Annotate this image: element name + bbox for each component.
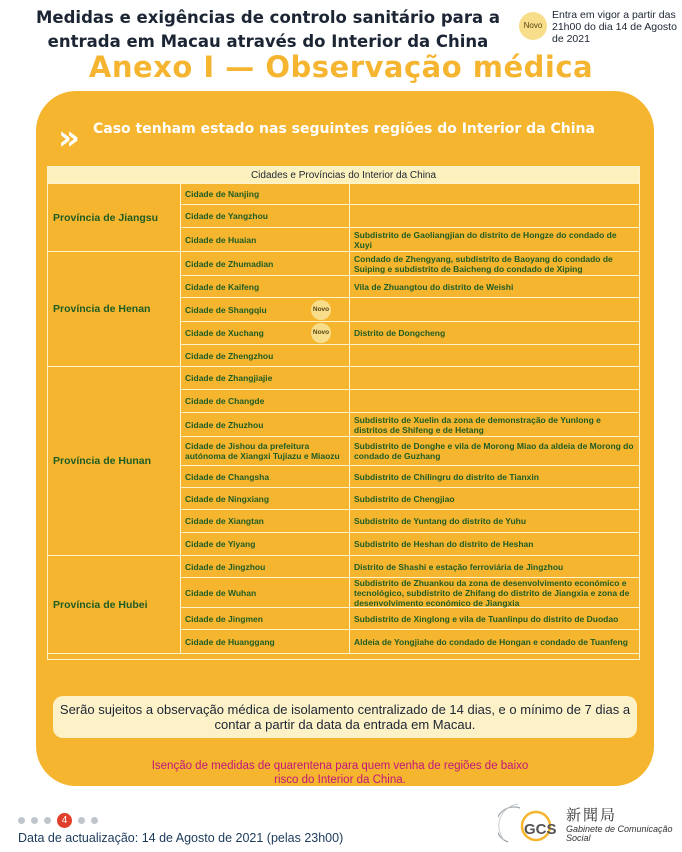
table-row (181, 184, 639, 205)
city-name: Cidade de Shangqiu (185, 304, 267, 315)
area-cell: Vila de Zhuangtou do distrito de Weishi (354, 281, 514, 292)
table-row (181, 228, 639, 252)
table-row (181, 276, 639, 298)
city-cell (181, 276, 350, 297)
page-dot[interactable] (44, 817, 51, 824)
logo-text: GCS (524, 821, 557, 838)
city-cell (181, 184, 350, 204)
area-cell: Distrito de Shashi e estação ferroviária de Jingzhou (354, 561, 564, 572)
effective-date-note: Entra em vigor a partir das 21h00 do dia 14 de Agosto de 2021 (552, 9, 677, 45)
city-cell (181, 367, 350, 389)
city-name: Cidade de Yiyang (185, 539, 256, 549)
page-dot[interactable] (18, 817, 25, 824)
city-name: Cidade de Changde (185, 396, 265, 406)
city-name: Cidade de Changsha (185, 471, 270, 482)
city-name: Cidade de Jishou da prefeitura autónoma de Xiangxi Tujiazu e Miaozu (185, 441, 340, 461)
quarantine-notice: Serão sujeitos a observação médica de isolamento centralizado de 14 dias, e o mínimo de 7 dias a contar a partir da data da entrada em Macau. (53, 696, 637, 738)
table-row (181, 437, 639, 466)
city-name: Cidade de Xuchang (185, 328, 264, 338)
city-name: Cidade de Xiangtan (185, 516, 264, 526)
city-name: Cidade de Nanjing (185, 189, 260, 199)
area-cell: Aldeia de Yongjiahe do condado de Hongan e condado de Tuanfeng (354, 636, 628, 647)
city-cell (181, 205, 350, 227)
exemption-note: Isenção de medidas de quarentena para quem venha de regiões de baixo risco do Interior da China. (151, 760, 529, 786)
city-name: Cidade de Wuhan (185, 587, 257, 598)
city-name: Cidade de Zhuzhou (185, 419, 264, 430)
city-name: Cidade de Zhumadian (185, 258, 274, 269)
area-cell (350, 205, 639, 227)
page-dot[interactable] (31, 817, 38, 824)
city-name: Cidade de Jingmen (185, 613, 263, 624)
city-cell (181, 437, 350, 465)
city-cell (181, 345, 350, 366)
table-row (181, 510, 639, 533)
city-cell (181, 556, 350, 577)
page-dot[interactable] (91, 817, 98, 824)
area-cell: Subdistrito de Zhuankou da zona de desenvolvimento económico e tecnológico, subdistrito de Zhifang do distrito de Jiangxia e zona de desenvolvimento económico de Jiangxia (354, 577, 630, 608)
gcs-logo-icon (498, 802, 562, 848)
table-row (181, 390, 639, 413)
area-cell: Condado de Zhengyang, subdistrito de Baoyang do condado de Suiping e subdistrito de Baicheng do condado de Xiping (354, 253, 613, 274)
city-cell (181, 533, 350, 555)
chevron-right-icon: » (58, 118, 74, 158)
city-name: Cidade de Zhangjiajie (185, 373, 273, 383)
city-cell (181, 228, 350, 251)
province-label: Província de Jiangsu (48, 184, 181, 252)
table-row (181, 252, 639, 276)
table-header: Cidades e Províncias do Interior da China (48, 167, 639, 184)
table-row (181, 413, 639, 437)
city-name: Cidade de Yangzhou (185, 211, 268, 221)
page-indicator (18, 813, 104, 828)
province-label: Província de Henan (48, 252, 181, 367)
area-cell: Distrito de Dongcheng (354, 328, 446, 338)
table-row (181, 322, 639, 345)
city-cell (181, 413, 350, 436)
update-date: Data de actualização: 14 de Agosto de 2021 (pelas 23h00) (18, 831, 344, 845)
table-row (181, 466, 639, 488)
city-cell (181, 466, 350, 487)
area-cell (350, 390, 639, 412)
document-title: Medidas e exigências de controlo sanitário para a entrada em Macau através do Interior da China (36, 8, 500, 51)
area-cell: Subdistrito de Chengjiao (354, 493, 455, 504)
area-cell: Subdistrito de Donghe e vila de Morong Miao da aldeia de Morong do condado de Guzhang (354, 441, 634, 461)
city-name: Cidade de Huanggang (185, 636, 275, 647)
section-title: Caso tenham estado nas seguintes regiões do Interior da China (93, 121, 595, 137)
publisher-portuguese-name: Gabinete de Comunicação Social (566, 824, 673, 843)
new-badge: Novo (519, 12, 547, 40)
province-label: Província de Hubei (48, 556, 181, 654)
area-cell: Subdistrito de Xinglong e vila de Tuanlinpu do distrito de Duodao (354, 613, 619, 624)
table-row (181, 205, 639, 228)
annex-title: Anexo I — Observação médica (88, 50, 594, 84)
table-row (181, 556, 639, 578)
table-row (181, 367, 639, 390)
area-cell: Subdistrito de Heshan do distrito de Heshan (354, 539, 534, 549)
table-row (181, 533, 639, 556)
area-cell (350, 298, 639, 321)
area-cell (350, 184, 639, 204)
city-cell (181, 608, 350, 629)
area-cell: Subdistrito de Xuelin da zona de demonstração de Yunlong e distritos de Shifeng e de Hetang (354, 414, 601, 435)
city-name: Cidade de Zhengzhou (185, 350, 274, 361)
publisher-chinese-name: 新聞局 (566, 806, 618, 824)
area-cell: Subdistrito de Chilingru do distrito de Tianxin (354, 471, 539, 482)
area-cell (350, 367, 639, 389)
city-cell (181, 488, 350, 509)
city-name: Cidade de Ningxiang (185, 493, 270, 504)
city-cell (181, 630, 350, 653)
table-row (181, 345, 639, 367)
table-row (181, 578, 639, 608)
city-name: Cidade de Huaian (185, 234, 257, 245)
table-row (181, 608, 639, 630)
city-cell (181, 510, 350, 532)
city-cell (181, 298, 350, 321)
city-cell (181, 322, 350, 344)
city-name: Cidade de Kaifeng (185, 281, 260, 292)
city-cell (181, 252, 350, 275)
area-cell: Subdistrito de Gaoliangjian do distrito de Hongze do condado de Xuyi (354, 229, 617, 250)
table-row (181, 298, 639, 322)
regions-table (47, 166, 640, 660)
area-cell (350, 345, 639, 366)
city-cell (181, 578, 350, 607)
province-label: Província de Hunan (48, 367, 181, 556)
page-dot[interactable] (78, 817, 85, 824)
area-cell: Subdistrito de Yuntang do distrito de Yuhu (354, 516, 527, 526)
new-badge: Novo (311, 300, 331, 320)
table-row (181, 488, 639, 510)
new-badge: Novo (311, 323, 331, 343)
table-row (181, 630, 639, 654)
current-page-dot[interactable]: 4 (57, 813, 72, 828)
city-cell (181, 390, 350, 412)
city-name: Cidade de Jingzhou (185, 561, 266, 572)
